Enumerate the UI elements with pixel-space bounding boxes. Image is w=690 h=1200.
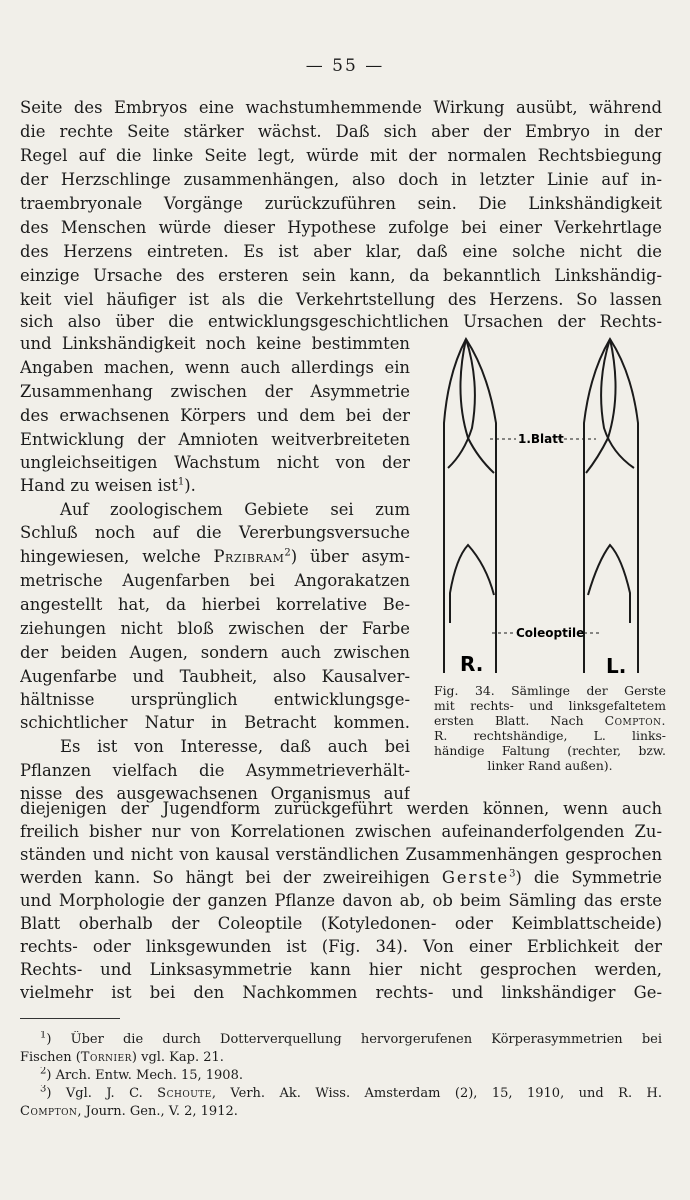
text-span: Hand zu weisen ist	[20, 476, 178, 495]
text-line: einzige Ursache des ersteren sein kann, da bekanntlich Linkshändig-	[20, 266, 662, 285]
figure-34	[436, 333, 666, 683]
text-line: Seite des Embryos eine wachstumhemmende Wirkung ausübt, während	[20, 98, 662, 117]
spaced-word: Gerste	[441, 868, 510, 887]
text-line: die rechte Seite stärker wächst. Daß sich aber der Embryo in der	[20, 122, 662, 141]
author-name: Tornier	[80, 1050, 132, 1065]
caption-line: mit rechts- und linksgefaltetem	[434, 698, 666, 713]
text-line: Zusammenhang zwischen der Asymmetrie	[20, 382, 410, 401]
text-line: Entwicklung der Amnioten weitverbreiteten	[20, 430, 410, 449]
text-line: nisse des ausgewachsenen Organismus auf	[20, 784, 410, 803]
label-l: L.	[606, 654, 627, 678]
text-line	[20, 545, 410, 569]
text-line: und Linkshändigkeit noch keine bestimmten	[20, 334, 410, 353]
caption-line: linker Rand außen).	[487, 758, 613, 773]
text-line: rechts- oder linksgewunden ist (Fig. 34). Von einer Erblichkeit der	[20, 937, 662, 956]
text-line: freilich bisher nur von Korrelationen zwischen aufeinanderfolgenden Zu-	[20, 822, 662, 841]
text-line: vielmehr ist bei den Nachkommen rechts- und linkshändiger Ge-	[20, 983, 662, 1002]
footnote-2	[20, 1067, 662, 1085]
footnote-ref: 3	[509, 868, 516, 880]
footnote-text: ) Vgl. J. C.	[46, 1086, 158, 1101]
text-line: ziehungen nicht bloß zwischen der Farbe	[20, 619, 410, 638]
caption-line: händige Faltung (rechter, bzw.	[434, 743, 666, 758]
caption-line: Fig. 34. Sämlinge der Gerste	[434, 683, 666, 698]
text-line: Regel auf die linke Seite legt, würde mit der normalen Rechtsbiegung	[20, 146, 662, 165]
text-line: der beiden Augen, sondern auch zwischen	[20, 643, 410, 662]
text-line: und Morphologie der ganzen Pflanze davon ab, ob beim Sämling das erste	[20, 891, 662, 910]
r-outer-outline	[444, 339, 496, 673]
footnote-1	[20, 1031, 662, 1049]
text-line	[20, 474, 410, 498]
text-line: Angaben machen, wenn auch allerdings ein	[20, 358, 410, 377]
text-line: hältnisse ursprünglich entwicklungsge-	[20, 690, 410, 709]
caption-line: R. rechtshändige, L. links-	[434, 728, 666, 743]
text-span: werden kann. So hängt bei der zweireihigen	[20, 868, 442, 887]
text-span: ) über asym-	[290, 547, 410, 566]
text-line: traembryonale Vorgänge zurückzuführen sein. Die Linkshändigkeit	[20, 194, 662, 213]
footnote-text: ) Arch. Entw. Mech. 15, 1908.	[46, 1068, 243, 1083]
footnote-ref: 2	[284, 547, 291, 559]
figure-caption	[434, 683, 666, 773]
text-line: Augenfarbe und Taubheit, also Kausalver-	[20, 667, 410, 686]
author-name: Przibram	[213, 547, 285, 566]
text-line: ständen und nicht von kausal verständlichen Zusammenhängen gesprochen	[20, 845, 662, 864]
text-line: des Menschen würde dieser Hypothese zufolge bei einer Verkehrtlage	[20, 218, 662, 237]
author-name: Schoute	[157, 1086, 212, 1101]
footnote-text: Fischen (	[20, 1050, 81, 1065]
caption-span: ersten Blatt. Nach	[434, 713, 605, 728]
text-line: metrische Augenfarben bei Angorakatzen	[20, 571, 410, 590]
r-coleoptile-tip	[450, 545, 494, 623]
footnote-3-cont	[20, 1103, 662, 1121]
text-line: angestellt hat, da hierbei korrelative Be-	[20, 595, 410, 614]
footnote-text: ) Über die durch Dotterverquellung hervorgerufenen Körperasymmetrien bei	[46, 1032, 662, 1047]
text-line: Blatt oberhalb der Coleoptile (Kotyledonen- oder Keimblattscheide)	[20, 914, 662, 933]
page-number: — 55 —	[305, 56, 385, 76]
text-line: keit viel häufiger ist als die Verkehrtstellung des Herzens. So lassen	[20, 290, 662, 309]
caption-line	[434, 713, 666, 728]
text-line: Auf zoologischem Gebiete sei zum	[60, 500, 410, 519]
footnote-mark: 2	[40, 1067, 47, 1077]
footnote-text: , Verh. Ak. Wiss. Amsterdam (2), 15, 1910, und R. H.	[211, 1086, 662, 1101]
text-line: Schluß noch auf die Vererbungsversuche	[20, 523, 410, 542]
label-r: R.	[460, 652, 484, 676]
text-line: des Herzens eintreten. Es ist aber klar, daß eine solche nicht die	[20, 242, 662, 261]
l-leaf-fold-inner	[601, 339, 634, 468]
footnote-text: , Journ. Gen., V. 2, 1912.	[77, 1104, 238, 1119]
author-name: Compton.	[604, 713, 666, 728]
label-coleoptile: Coleoptile	[516, 626, 585, 640]
author-name: Compton	[20, 1104, 78, 1119]
footnote-rule	[20, 1018, 120, 1019]
footnote-text: ) vgl. Kap. 21.	[131, 1050, 224, 1065]
text-line: des erwachsenen Körpers und dem bei der	[20, 406, 410, 425]
text-line: schichtlicher Natur in Betracht kommen.	[20, 713, 410, 732]
footnote-3	[20, 1085, 662, 1103]
text-line: ungleichseitigen Wachstum nicht von der	[20, 453, 410, 472]
text-line: Pflanzen vielfach die Asymmetrieverhält-	[20, 761, 410, 780]
text-line: Es ist von Interesse, daß auch bei	[60, 737, 410, 756]
footnote-1-cont	[20, 1049, 662, 1067]
barley-seedlings-drawing	[436, 333, 666, 683]
text-line: Rechts- und Linksasymmetrie kann hier nicht gesprochen werden,	[20, 960, 662, 979]
footnote-ref: 1	[177, 476, 185, 488]
footnote-mark: 1	[40, 1031, 47, 1041]
l-coleoptile-tip	[588, 545, 630, 623]
text-span: ).	[184, 476, 196, 495]
text-line: der Herzschlinge zusammenhängen, also doch in letzter Linie auf in-	[20, 170, 662, 189]
text-span: ) die Symmetrie	[515, 868, 662, 887]
text-line: sich also über die entwicklungsgeschichtlichen Ursachen der Rechts-	[20, 312, 662, 331]
footnote-mark: 3	[40, 1085, 47, 1095]
label-first-leaf: 1.Blatt	[518, 432, 564, 446]
text-line: diejenigen der Jugendform zurückgeführt werden können, wenn auch	[20, 799, 662, 818]
text-line	[20, 866, 662, 890]
text-span: hingewiesen, welche	[20, 547, 214, 566]
